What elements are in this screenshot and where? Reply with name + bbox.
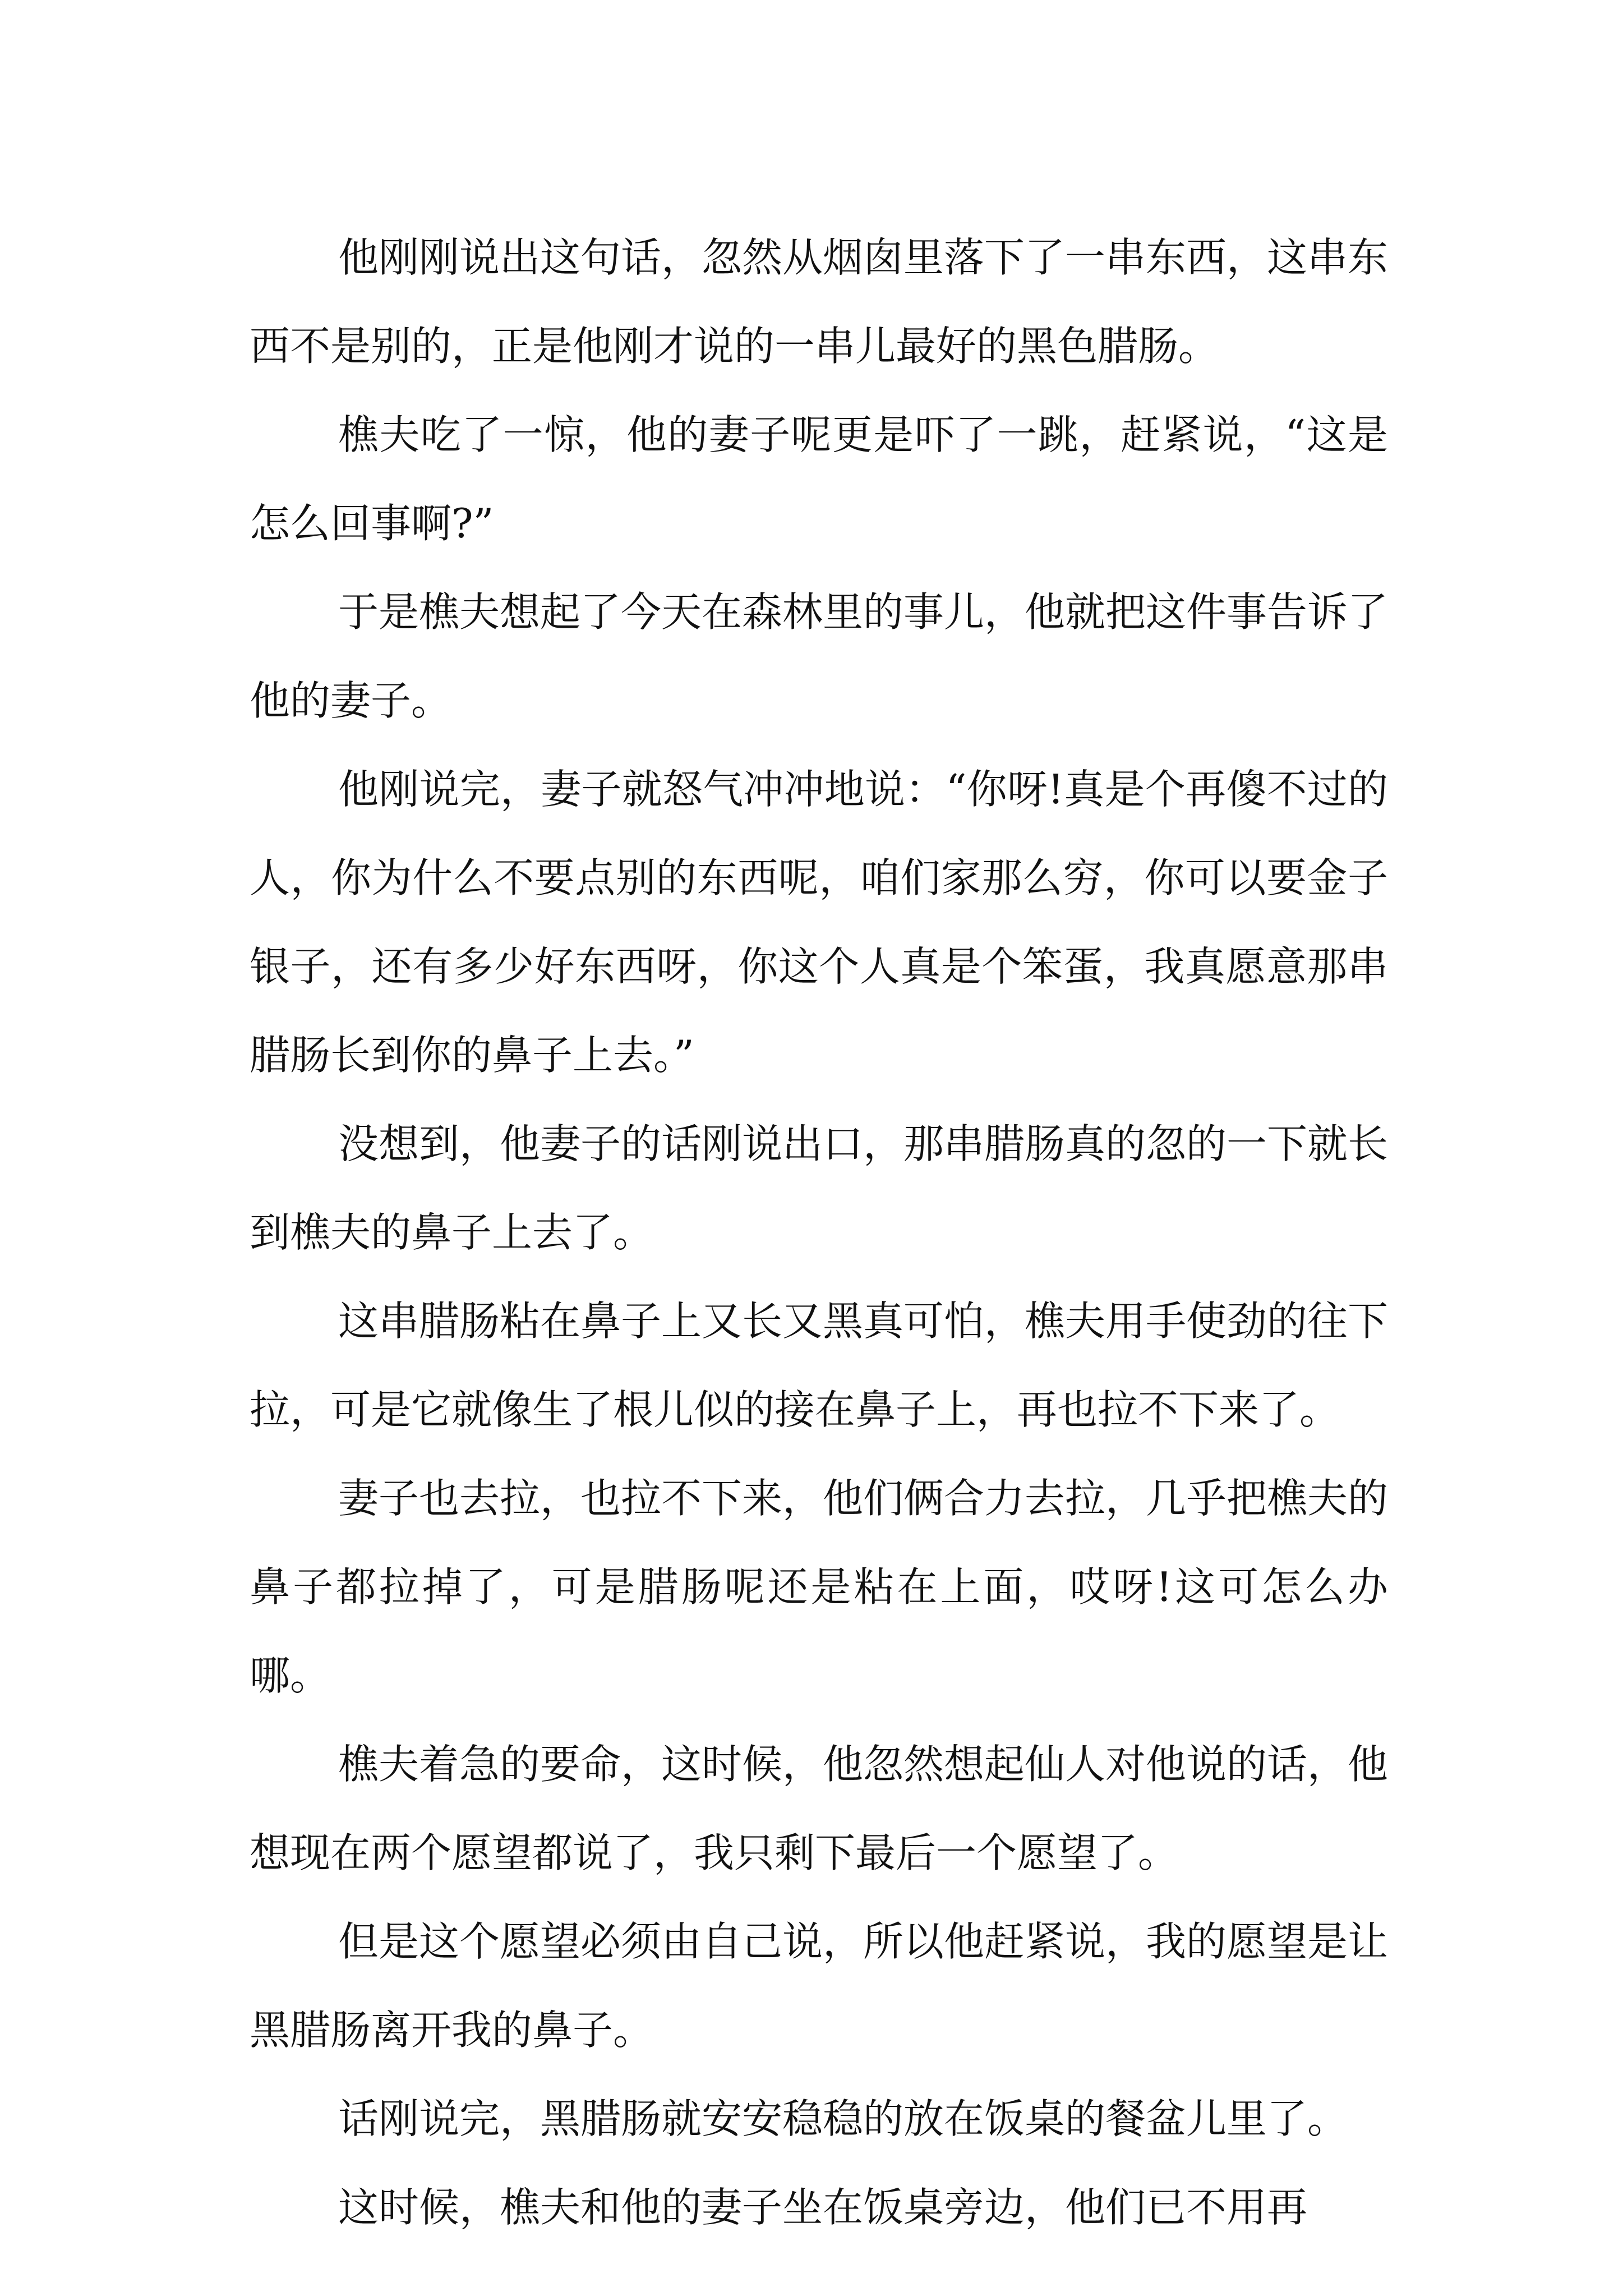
paragraph: 于是樵夫想起了今天在森林里的事儿，他就把这件事告诉了他的妻子。 <box>250 588 1389 724</box>
paragraph: 没想到，他妻子的话刚说出口，那串腊肠真的忽的一下就长到樵夫的鼻子上去了。 <box>250 1120 1389 1256</box>
paragraph: 他刚说完，妻子就怒气冲冲地说：“你呀!真是个再傻不过的人，你为什么不要点别的东西呢，咱们家那么穷，你可以要金子银子，还有多少好东西呀，你这个人真是个笨蛋，我真愿意那串腊肠长到你的鼻子上去。” <box>250 766 1388 1079</box>
paragraph: 这串腊肠粘在鼻子上又长又黑真可怕，樵夫用手使劲的往下拉，可是它就像生了根儿似的接在鼻子上，再也拉不下来了。 <box>250 1297 1389 1433</box>
body-text <box>250 213 1388 2252</box>
paragraph: 妻子也去拉，也拉不下来，他们俩合力去拉，几乎把樵夫的鼻子都拉掉了，可是腊肠呢还是粘在上面，哎呀!这可怎么办哪。 <box>250 1475 1389 1699</box>
paragraph: 樵夫吃了一惊，他的妻子呢更是吓了一跳，赶紧说，“这是怎么回事啊?” <box>250 411 1388 547</box>
paragraph: 这时候，樵夫和他的妻子坐在饭桌旁边，他们已不用再 <box>338 2184 1308 2231</box>
paragraph: 他刚刚说出这句话，忽然从烟囱里落下了一串东西，这串东西不是别的，正是他刚才说的一串儿最好的黑色腊肠。 <box>250 234 1389 370</box>
paragraph: 但是这个愿望必须由自己说，所以他赶紧说，我的愿望是让黑腊肠离开我的鼻子。 <box>250 1918 1389 2054</box>
paragraph: 樵夫着急的要命，这时候，他忽然想起仙人对他说的话，他想现在两个愿望都说了，我只剩下最后一个愿望了。 <box>250 1741 1389 1876</box>
paragraph: 话刚说完，黑腊肠就安安稳稳的放在饭桌的餐盆儿里了。 <box>338 2095 1348 2142</box>
